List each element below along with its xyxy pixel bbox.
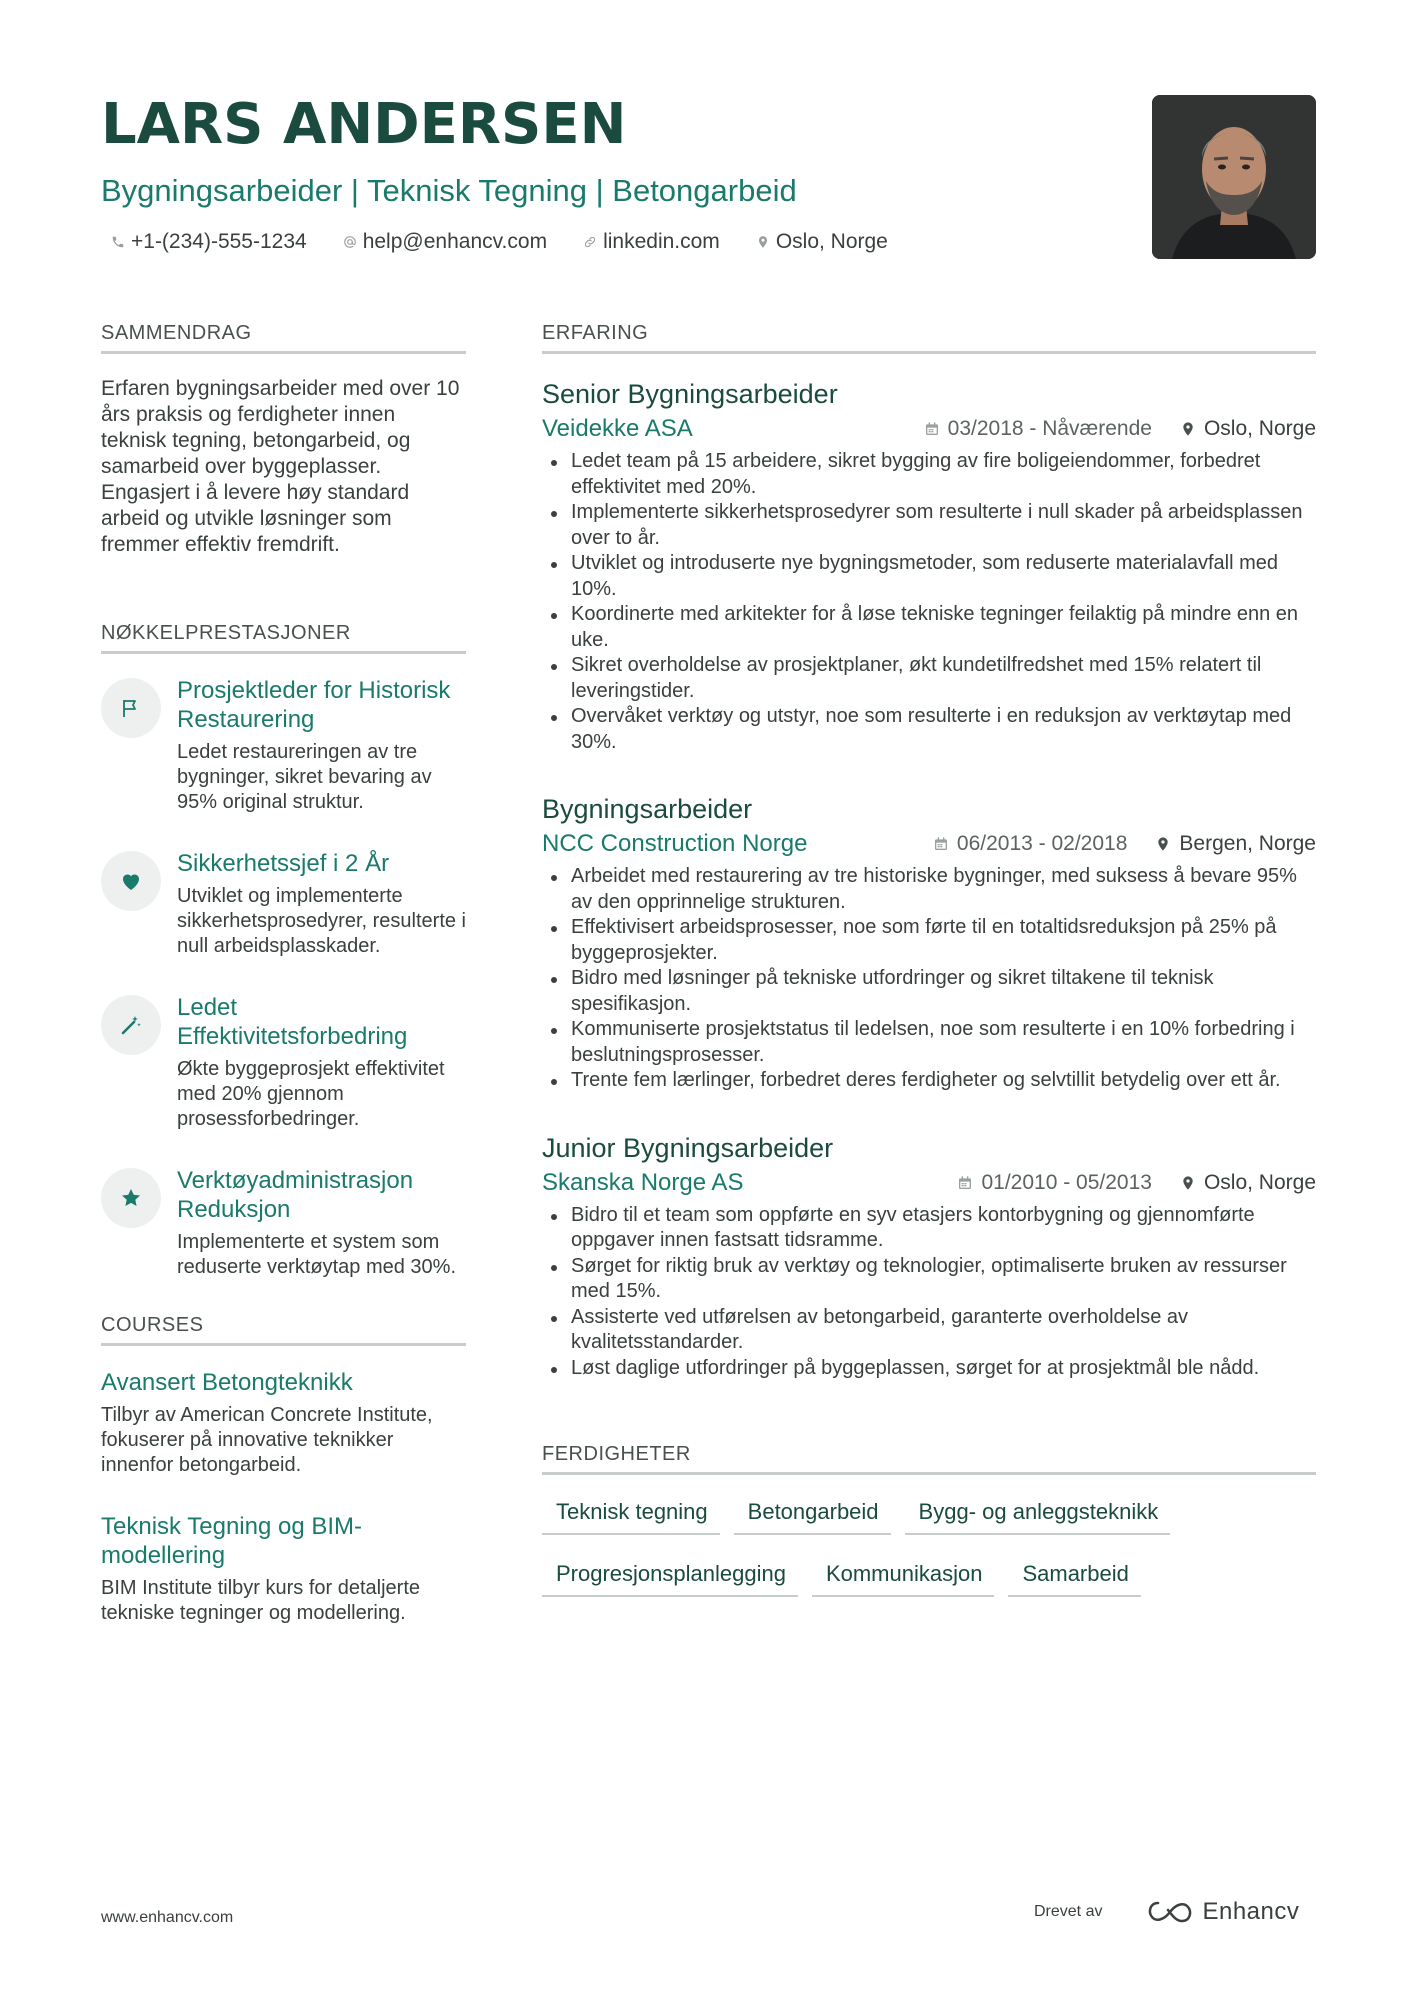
achievements-list xyxy=(101,676,466,1280)
achievement-title: Verktøyadministrasjon Reduksjon xyxy=(177,1167,414,1223)
achievements-heading: NØKKELPRESTASJONER xyxy=(101,622,466,654)
list-item: Sikret overholdelse av prosjektplaner, økt kundetilfredshet med 15% relatert til leveringstider. xyxy=(542,653,1316,704)
skill-tag: Teknisk tegning xyxy=(542,1491,720,1535)
job-bullets xyxy=(542,449,1316,755)
skills-list xyxy=(542,1491,1316,1615)
course-desc: BIM Institute tilbyr kurs for detaljerte tekniske tegninger og modellering. xyxy=(101,1577,421,1624)
list-item: Utviklet og introduserte nye bygningsmetoder, som reduserte materialavfall med 10%. xyxy=(542,551,1316,602)
location-text: Oslo, Norge xyxy=(775,230,888,253)
skills-heading: FERDIGHETER xyxy=(542,1443,1316,1475)
job-entry xyxy=(542,378,1316,755)
list-item: Implementerte sikkerhetsprosedyrer som resulterte i null skader på arbeidsplassen over to år. xyxy=(542,500,1316,551)
achievement-title: Sikkerhetssjef i 2 År xyxy=(177,850,390,877)
job-title: Bygningsarbeider xyxy=(542,794,753,824)
location-pin-icon xyxy=(1155,836,1171,852)
experience-heading: ERFARING xyxy=(542,322,1316,354)
skill-tag: Progresjonsplanlegging xyxy=(542,1553,798,1597)
list-item: Ledet team på 15 arbeidere, sikret bygging av fire boligeiendommer, forbedret effektivitet med 20%. xyxy=(542,449,1316,500)
job-dates: 03/2018 - Nåværende xyxy=(947,417,1152,440)
achievement-item xyxy=(101,676,466,815)
contact-location xyxy=(746,230,888,254)
location-pin-icon xyxy=(756,235,770,249)
course-item xyxy=(101,1512,466,1626)
list-item: Bidro med løsninger på tekniske utfordringer og sikret tiltakene til teknisk spesifikasjon. xyxy=(542,966,1316,1017)
achievement-item xyxy=(101,993,466,1132)
location-pin-icon xyxy=(1180,421,1196,437)
left-column xyxy=(101,322,466,1636)
footer-brand[interactable] xyxy=(1034,1898,1299,1926)
magic-wand-icon xyxy=(119,1013,143,1037)
job-bullets xyxy=(542,864,1316,1094)
flag-icon xyxy=(119,696,143,720)
list-item: Arbeidet med restaurering av tre historiske bygninger, med suksess å bevare 95% av den opprinnelige strukturen. xyxy=(542,864,1316,915)
brand-name: Enhancv xyxy=(1202,1898,1300,1925)
phone-icon xyxy=(111,235,125,249)
job-title: Senior Bygningsarbeider xyxy=(542,379,838,409)
contact-email[interactable] xyxy=(333,230,547,254)
summary-text: Erfaren bygningsarbeider med over 10 års praksis og ferdigheter innen teknisk tegning, betongarbeid, og samarbeid over byggeplasser. Engasjert i å levere høy standard arbeid og utvikle løsninger som fremmer effektiv fremdrift. xyxy=(101,377,460,556)
summary-heading: SAMMENDRAG xyxy=(101,322,466,354)
achievement-title: Prosjektleder for Historisk Restaurering xyxy=(177,677,451,733)
job-dates: 06/2013 - 02/2018 xyxy=(956,832,1128,855)
right-column xyxy=(542,322,1316,1615)
job-bullets xyxy=(542,1203,1316,1382)
footer-website[interactable]: www.enhancv.com xyxy=(101,1909,234,1926)
resume-header xyxy=(101,92,1101,254)
list-item: Effektivisert arbeidsprosesser, noe som førte til en totaltidsreduksjon på 25% på byggeprosjekter. xyxy=(542,915,1316,966)
contact-bar xyxy=(101,230,1101,254)
linkedin-text: linkedin.com xyxy=(603,230,720,253)
location-pin-icon xyxy=(1180,1175,1196,1191)
calendar-icon xyxy=(924,421,940,437)
skill-tag: Bygg- og anleggsteknikk xyxy=(905,1491,1171,1535)
calendar-icon xyxy=(933,836,949,852)
calendar-icon xyxy=(957,1175,973,1191)
achievement-item xyxy=(101,1166,466,1280)
job-location: Bergen, Norge xyxy=(1179,832,1316,855)
achievement-item xyxy=(101,849,466,959)
phone-text: +1-(234)-555-1234 xyxy=(131,230,307,253)
course-desc: Tilbyr av American Concrete Institute, fokuserer på innovative teknikker innenfor betongarbeid. xyxy=(101,1404,433,1476)
portrait-illustration xyxy=(1152,95,1316,259)
course-title: Avansert Betongteknikk xyxy=(101,1369,353,1396)
list-item: Bidro til et team som oppførte en syv etasjers kontorbygning og gjennomførte oppgaver innen fastsatt tidsramme. xyxy=(542,1203,1316,1254)
company-name: Skanska Norge AS xyxy=(542,1168,744,1196)
list-item: Overvåket verktøy og utstyr, noe som resulterte i en reduksjon av verktøytap med 30%. xyxy=(542,704,1316,755)
heart-icon xyxy=(119,869,143,893)
job-location: Oslo, Norge xyxy=(1203,1170,1316,1194)
job-entry xyxy=(542,1132,1316,1382)
star-icon xyxy=(119,1186,143,1210)
list-item: Trente fem lærlinger, forbedret deres ferdigheter og selvtillit betydelig over ett år. xyxy=(542,1068,1316,1094)
skill-tag: Kommunikasjon xyxy=(812,1553,995,1597)
course-title: Teknisk Tegning og BIM-modellering xyxy=(101,1513,363,1569)
list-item: Koordinerte med arkitekter for å løse tekniske tegninger feilaktig på mindre enn en uke. xyxy=(542,602,1316,653)
job-entry xyxy=(542,793,1316,1094)
achievement-desc: Utviklet og implementerte sikkerhetsprosedyrer, resulterte i null arbeidsplasskader. xyxy=(177,885,467,957)
contact-phone[interactable] xyxy=(101,230,307,254)
list-item: Sørget for riktig bruk av verktøy og teknologier, optimaliserte bruken av ressurser med 15%. xyxy=(542,1254,1316,1305)
skill-tag: Samarbeid xyxy=(1008,1553,1140,1597)
achievement-title: Ledet Effektivitetsforbedring xyxy=(177,994,408,1050)
profile-photo xyxy=(1152,95,1316,259)
contact-linkedin[interactable] xyxy=(573,230,720,254)
list-item: Assisterte ved utførelsen av betongarbeid, garanterte overholdelse av kvalitetsstandarder. xyxy=(542,1305,1316,1356)
job-location: Oslo, Norge xyxy=(1203,417,1316,440)
achievement-desc: Økte byggeprosjekt effektivitet med 20% gjennom prosessforbedringer. xyxy=(177,1058,445,1130)
company-name: NCC Construction Norge xyxy=(542,830,808,857)
achievement-desc: Ledet restaureringen av tre bygninger, sikret bevaring av 95% original struktur. xyxy=(177,741,432,813)
company-name: Veidekke ASA xyxy=(542,415,693,442)
candidate-name: LARS ANDERSEN xyxy=(101,92,627,157)
course-item xyxy=(101,1368,466,1478)
enhancv-logo-icon xyxy=(1146,1899,1194,1925)
job-title: Junior Bygningsarbeider xyxy=(542,1132,834,1163)
candidate-title: Bygningsarbeider | Teknisk Tegning | Betongarbeid xyxy=(101,173,797,208)
list-item: Kommuniserte prosjektstatus til ledelsen, noe som resulterte i en 10% forbedring i beslutningsprosesser. xyxy=(542,1017,1316,1068)
at-icon xyxy=(343,235,357,249)
courses-heading: COURSES xyxy=(101,1314,466,1346)
achievement-desc: Implementerte et system som reduserte verktøytap med 30%. xyxy=(177,1231,457,1278)
email-text: help@enhancv.com xyxy=(362,230,548,253)
link-icon xyxy=(583,235,597,249)
job-dates: 01/2010 - 05/2013 xyxy=(981,1170,1152,1194)
skill-tag: Betongarbeid xyxy=(734,1491,891,1535)
powered-by-label: Drevet av xyxy=(1034,1903,1103,1920)
list-item: Løst daglige utfordringer på byggeplassen, sørget for at prosjektmål ble nådd. xyxy=(542,1356,1316,1382)
